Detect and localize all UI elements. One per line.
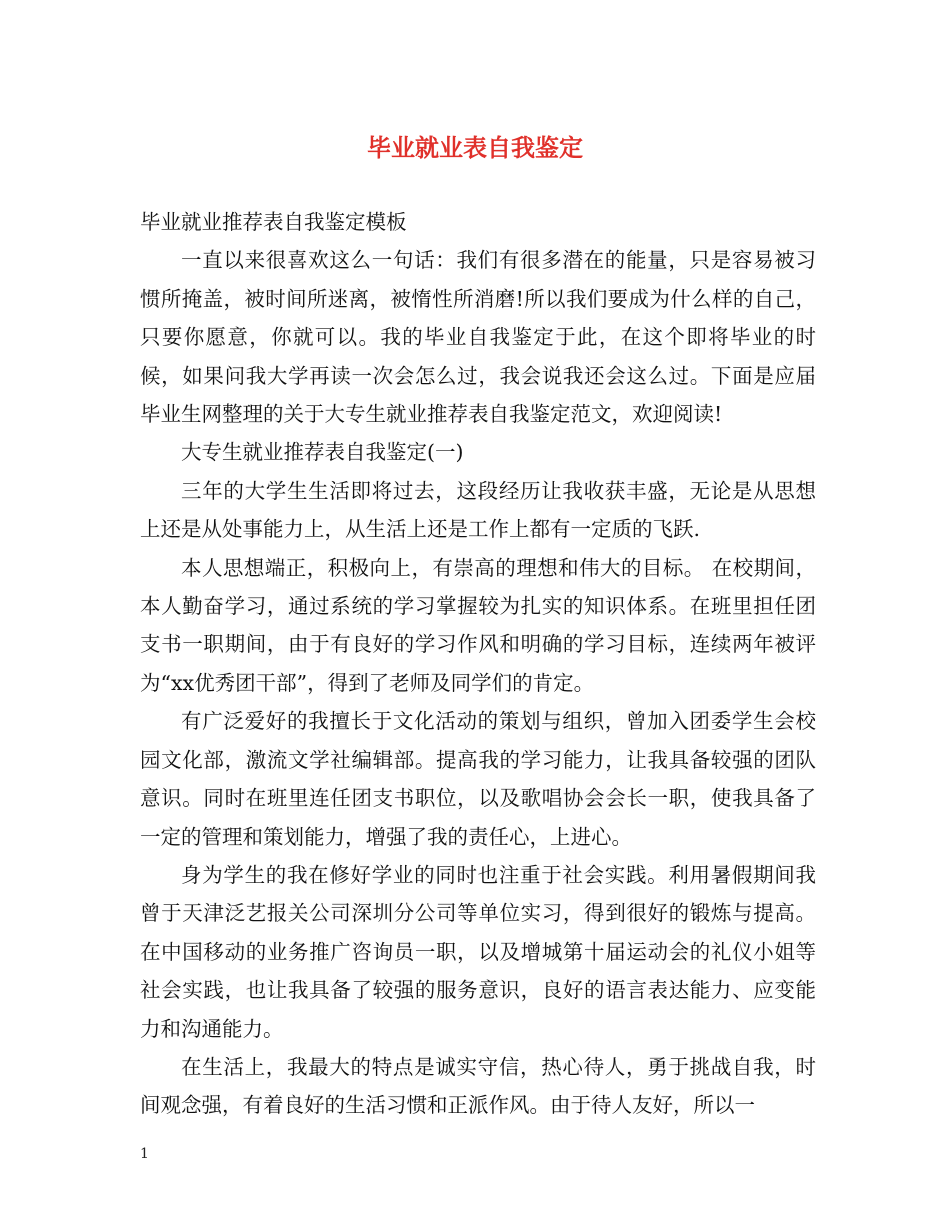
paragraph-section-heading: 大专生就业推荐表自我鉴定(一) [181, 440, 464, 465]
paragraph-body: 在生活上，我最大的特点是诚实守信，热心待人，勇于挑战自我，时间观念强，有着良好的生活习惯和正派作风。由于待人友好，所以一 [140, 1054, 816, 1118]
document-body [140, 203, 816, 1125]
paragraph-body: 本人思想端正，积极向上，有崇高的理想和伟大的目标。 在校期间，本人勤奋学习，通过系统的学习掌握较为扎实的知识体系。在班里担任团支书一职期间，由于有良好的学习作风和明确的学习目标，连续两年被评为“xx优秀团干部”，得到了老师及同学们的肯定。 [140, 555, 816, 695]
paragraph-subtitle: 毕业就业推荐表自我鉴定模板 [140, 210, 407, 234]
paragraph-intro: 一直以来很喜欢这么一句话：我们有很多潜在的能量，只是容易被习惯所掩盖，被时间所迷离，被惰性所消磨!所以我们要成为什么样的自己，只要你愿意，你就可以。我的毕业自我鉴定于此，在这个即将毕业的时候，如果问我大学再读一次会怎么过，我会说我还会这么过。下面是应届毕业生网整理的关于大专生就业推荐表自我鉴定范文，欢迎阅读! [140, 248, 816, 427]
page-number: 1 [140, 1146, 149, 1162]
paragraph-body: 三年的大学生生活即将过去，这段经历让我收获丰盛，无论是从思想上还是从处事能力上，从生活上还是工作上都有一定质的飞跃. [140, 478, 816, 542]
document-title: 毕业就业表自我鉴定 [367, 133, 583, 162]
paragraph-body: 身为学生的我在修好学业的同时也注重于社会实践。利用暑假期间我曾于天津泛艺报关公司深圳分公司等单位实习，得到很好的锻炼与提高。在中国移动的业务推广咨询员一职，以及增城第十届运动会的礼仪小姐等社会实践，也让我具备了较强的服务意识，良好的语言表达能力、应变能力和沟通能力。 [140, 862, 816, 1041]
paragraph-body: 有广泛爱好的我擅长于文化活动的策划与组织，曾加入团委学生会校园文化部，激流文学社编辑部。提高我的学习能力，让我具备较强的团队意识。同时在班里连任团支书职位，以及歌唱协会会长一职，使我具备了一定的管理和策划能力，增强了我的责任心，上进心。 [140, 709, 816, 849]
